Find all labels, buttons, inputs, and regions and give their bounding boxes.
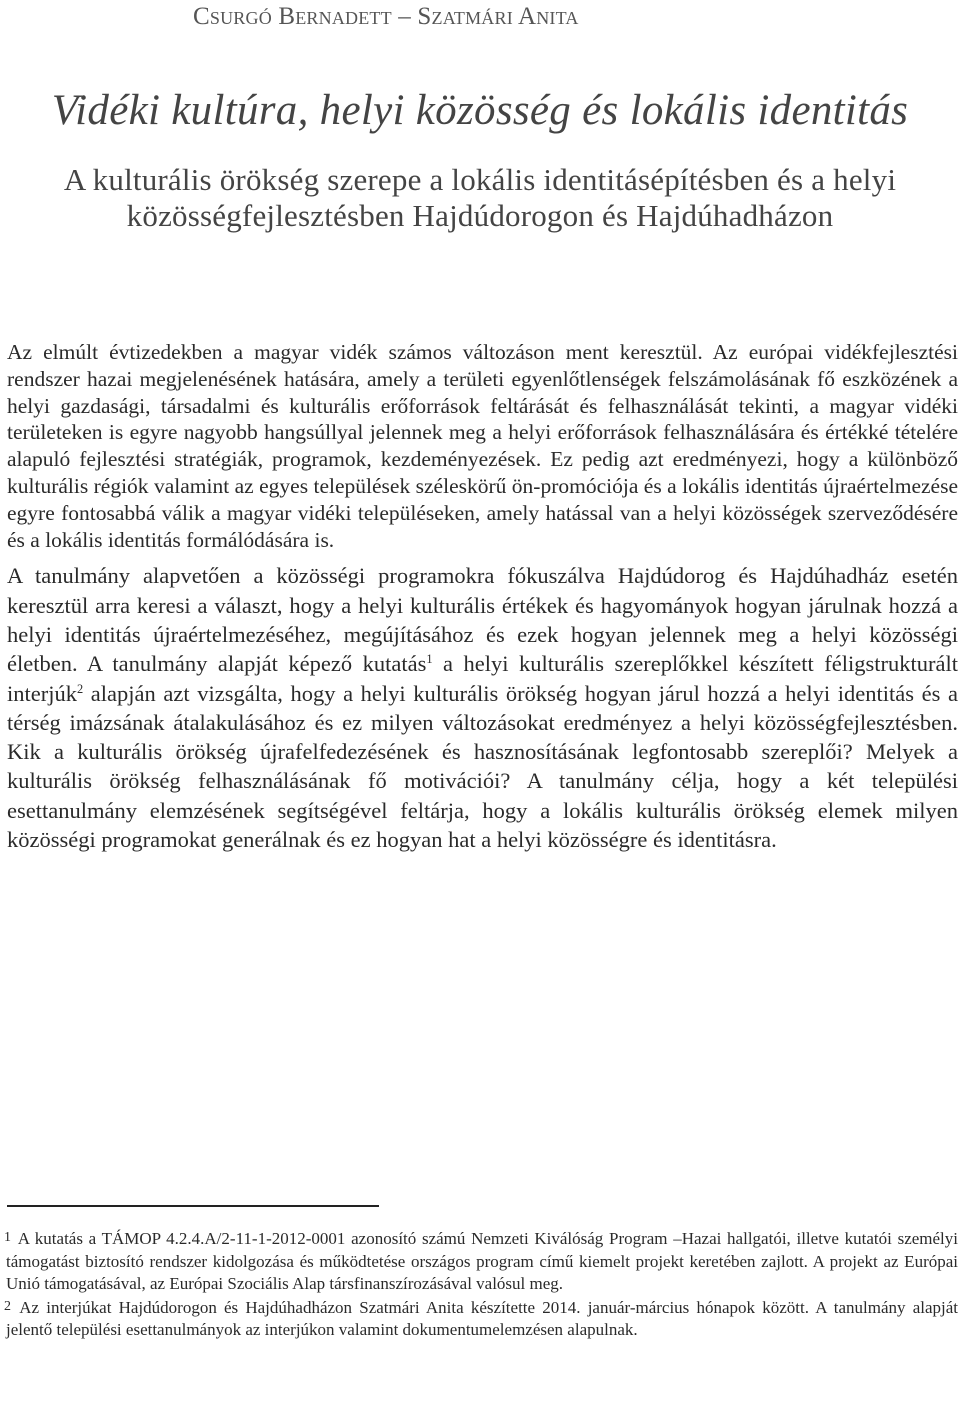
- paragraph-2-part-1: A tanulmány alapvetően a közösségi programokra fókuszálva Hajdúdorog és Hajdúhadház esetén keresztül arra keresi a választ, hogy a helyi kulturális értékek és hagyományok hogyan járulnak hozzá a helyi identitás újraértelmezéséhez, megújításához és ezek hogyan jelennek meg a helyi közösségi életben. A tanulmány alapját képező kutatás: [7, 563, 958, 677]
- document-title: Vidéki kultúra, helyi közösség és lokális identitás: [51, 87, 909, 134]
- subtitle-line-2: közösségfejlesztésben Hajdúdorogon és Hajdúhadházon: [126, 198, 834, 233]
- paragraph-2-part-3: alapján azt vizsgálta, hogy a helyi kulturális örökség hogyan járul hozzá a helyi identitás és a térség imázsának átalakulásához és ez milyen változásokat eredményez a helyi közösségfejlesztésben. Kik a kulturális örökség újrafelfedezésének és hasznosításának legfontosabb szereplői? Melyek a kulturális örökség felhasználásának fő motivációi? A tanulmány célja, hogy a két települési esettanulmány elemzésének segítségével feltárja, hogy a lokális kulturális örökség elemek milyen közösségi programokat generálnak és ez hogyan hat a helyi közösségre és identitásra.: [7, 680, 958, 853]
- footnote-2: [6, 1296, 958, 1342]
- body-paragraph-2: [7, 561, 958, 854]
- body-paragraph-1: Az elmúlt évtizedekben a magyar vidék számos változáson ment keresztül. Az európai vidékfejlesztési rendszer hazai megjelenésének hatására, amely a területi egyenlőtlenségek felszámolásának fő eszközének a helyi gazdasági, társadalmi és kulturális erőforrások feltárását és felhasználását tekinti, a magyar vidéki területeken is egyre nagyobb hangsúllyal jelennek meg a helyi erőforrások felhasználására és értékké tételére alapuló fejlesztési stratégiák, programok, kezdeményezések. Ez pedig azt eredményezi, hogy a különböző kulturális régiók valamint az egyes települések széleskörű ön-promóciója és a lokális identitás újraértelmezése egyre fontosabbá válik a magyar vidéki településeken, amely hatással van a helyi közösségek szerveződésére és a lokális identitás formálódására is.: [7, 340, 958, 552]
- document-subtitle: [0, 162, 960, 234]
- author-names: Csurgó Bernadett – Szatmári Anita: [193, 3, 579, 30]
- subtitle-line-1: A kulturális örökség szerepe a lokális identitásépítésben és a helyi: [63, 162, 897, 197]
- footnotes: [6, 1227, 958, 1342]
- footnote-ref-1[interactable]: 1: [426, 652, 433, 667]
- body-text: [7, 339, 958, 854]
- footnote-2-mark: 2: [4, 1298, 11, 1314]
- paragraph-2-part-2: a helyi kulturális szereplőkkel készített féligstrukturált interjúk: [7, 651, 958, 706]
- footnote-ref-2[interactable]: 2: [76, 681, 84, 696]
- footnote-1-mark: 1: [4, 1230, 11, 1245]
- footnote-1-text: A kutatás a TÁMOP 4.2.4.A/2-11-1-2012-0001 azonosító számú Nemzeti Kiválóság Program –Hazai hallgatói, illetve kutatói személyi támogatást biztosító rendszer kidolgozása és működtetése országos program című kiemelt projekt keretében zajlott. A projekt az Európai Unió támogatásával, az Európai Szociális Alap társfinanszírozásával valósul meg.: [6, 1229, 958, 1294]
- footnote-separator: [7, 1205, 379, 1207]
- footnote-1: [6, 1227, 958, 1296]
- footnote-2-text: Az interjúkat Hajdúdorogon és Hajdúhadházon Szatmári Anita készítette 2014. január-március hónapok között. A tanulmány alapját jelentő települési esettanulmányok az interjúkon valamint dokumentumelemzésen alapulnak.: [6, 1297, 959, 1340]
